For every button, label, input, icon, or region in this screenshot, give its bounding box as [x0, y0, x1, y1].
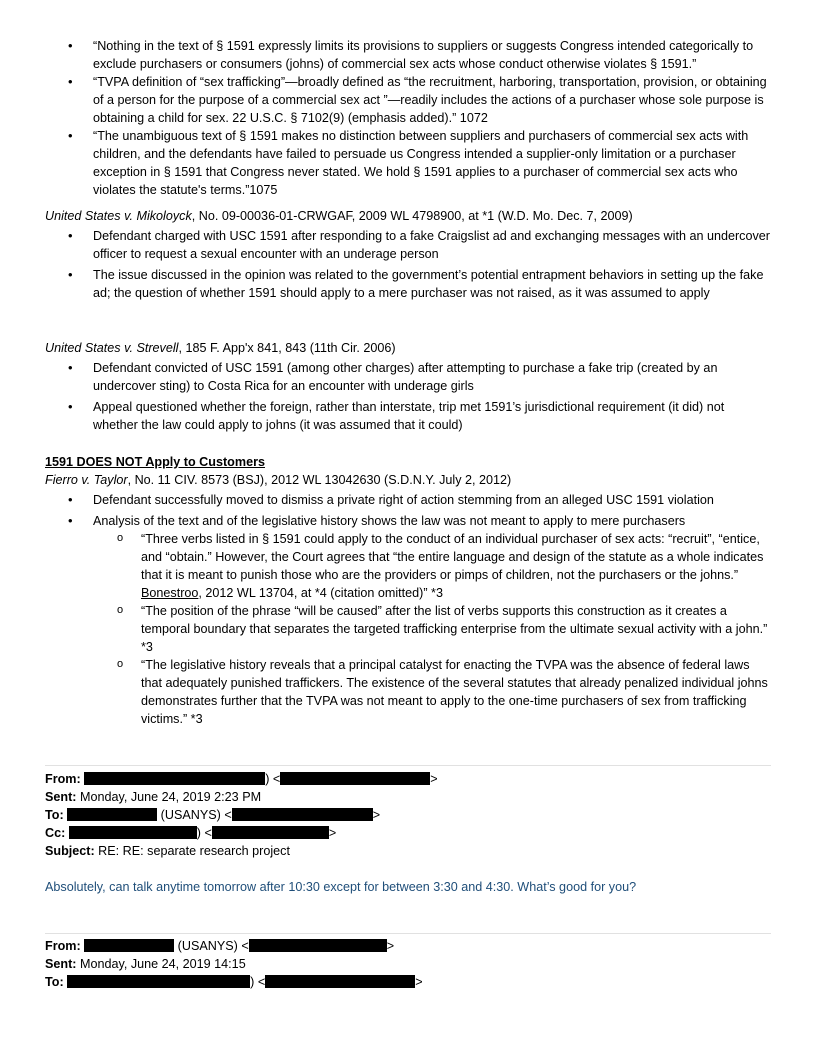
case-citation: Fierro v. Taylor, No. 11 CIV. 8573 (BSJ), 2012 WL 13042630 (S.D.N.Y. July 2, 2012) [45, 473, 512, 487]
list-item: • “The unambiguous text of § 1591 makes no distinction between suppliers and purchasers of commercial sex acts with children, and the defendants have failed to persuade us Congress intended a supplier-only limitation or a purchaser exception in § 1591 that Congress never stated. We hold § 1591 applies to a purchaser of commercial sex acts who violates the statute's terms.”1075 [45, 127, 771, 199]
list-item: • Defendant charged with USC 1591 after responding to a fake Craigslist ad and exchanging messages with an undercover officer to request a sexual encounter with an underage person [45, 227, 771, 263]
email-header-2 [45, 937, 771, 991]
subject-row: Subject: RE: RE: separate research project [45, 844, 290, 858]
email-separator [45, 933, 771, 934]
redaction-bar [84, 772, 265, 785]
case-citation: United States v. Mikoloyck, No. 09-00036-01-CRWGAF, 2009 WL 4798900, at *1 (W.D. Mo. Dec. 7, 2009) [45, 209, 633, 223]
redaction-bar [69, 826, 197, 839]
redaction-bar [212, 826, 329, 839]
case-mikoloyck [45, 207, 771, 302]
sub-list-item: o “Three verbs listed in § 1591 could apply to the conduct of an individual purchaser of sex acts: “recruit”, “entice, and “obtain.” However, the Court agrees that “the entire language and design of the statute as a whole indicates that it is meant to punish those who are the providers or pimps of children, not the purchasers or the johns.” Bonestroo, 2012 WL 13704, at *4 (citation omitted)” *3 [45, 530, 771, 602]
redaction-bar [84, 939, 174, 952]
sent-row: Sent: Monday, June 24, 2019 2:23 PM [45, 790, 262, 804]
list-item: • Analysis of the text and of the legislative history shows the law was not meant to apply to mere purchasers [45, 512, 771, 530]
list-item: • “Nothing in the text of § 1591 expressly limits its provisions to suppliers or suggests Congress intended categorically to exclude purchasers or consumers (johns) of commercial sex acts whose conduct otherwise violates § 1591.” [45, 37, 771, 73]
to-row: To: ) < > [45, 975, 423, 989]
redaction-bar [232, 808, 373, 821]
bonestroo-citation: Bonestroo [141, 586, 199, 600]
sub-list-item: o “The position of the phrase “will be caused” after the list of verbs supports this construction as it creates a temporal boundary that separates the targeted trafficking enterprise from the ultimate sexual activity with a john.” *3 [45, 602, 771, 656]
cc-row: Cc: ) < > [45, 826, 337, 840]
section-heading: 1591 DOES NOT Apply to Customers [45, 455, 265, 469]
from-row: From: (USANYS) < > [45, 939, 395, 953]
list-item: • Defendant convicted of USC 1591 (among other charges) after attempting to purchase a fake trip (created by an undercover sting) to Costa Rica for an encounter with underage girls [45, 359, 771, 395]
section-does-not-apply [45, 453, 771, 728]
redaction-bar [280, 772, 430, 785]
list-item: • “TVPA definition of “sex trafficking”—broadly defined as “the recruitment, harboring, transportation, provision, or obtaining of a person for the purpose of a commercial sex act ”—readily includes the actions of a purchaser whose sole purpose is obtaining a child for sex. 22 U.S.C. § 7102(9) (emphasis added).” 1072 [45, 73, 771, 127]
email-header-1 [45, 770, 771, 860]
redaction-bar [249, 939, 387, 952]
to-row: To: (USANYS) < > [45, 808, 381, 822]
from-row: From: ) < > [45, 772, 438, 786]
list-item: • The issue discussed in the opinion was related to the government’s potential entrapment behaviors in setting up the fake ad; the question of whether 1591 should apply to a mere purchaser was not raised, as it was assumed to apply [45, 266, 771, 302]
email-reply-body: Absolutely, can talk anytime tomorrow after 10:30 except for between 3:30 and 4:30. What’s good for you? [45, 880, 637, 894]
case-citation: United States v. Strevell, 185 F. App'x 841, 843 (11th Cir. 2006) [45, 341, 396, 355]
redaction-bar [67, 975, 250, 988]
sub-list-item: o “The legislative history reveals that a principal catalyst for enacting the TVPA was the absence of federal laws that adequately punished traffickers. The existence of the several statutes that already penalized individual johns demonstrates further that the TVPA was not meant to apply to the one-time purchasers of sex from trafficking victims.” *3 [45, 656, 771, 728]
email-separator [45, 765, 771, 766]
case-strevell [45, 339, 771, 434]
redaction-bar [67, 808, 157, 821]
list-item: • Defendant successfully moved to dismiss a private right of action stemming from an alleged USC 1591 violation [45, 491, 771, 509]
top-bullet-list [45, 37, 771, 199]
redaction-bar [265, 975, 415, 988]
sent-row: Sent: Monday, June 24, 2019 14:15 [45, 957, 246, 971]
list-item: • Appeal questioned whether the foreign, rather than interstate, trip met 1591’s jurisdictional requirement (it did) not whether the law could apply to johns (it was assumed that it could) [45, 398, 771, 434]
